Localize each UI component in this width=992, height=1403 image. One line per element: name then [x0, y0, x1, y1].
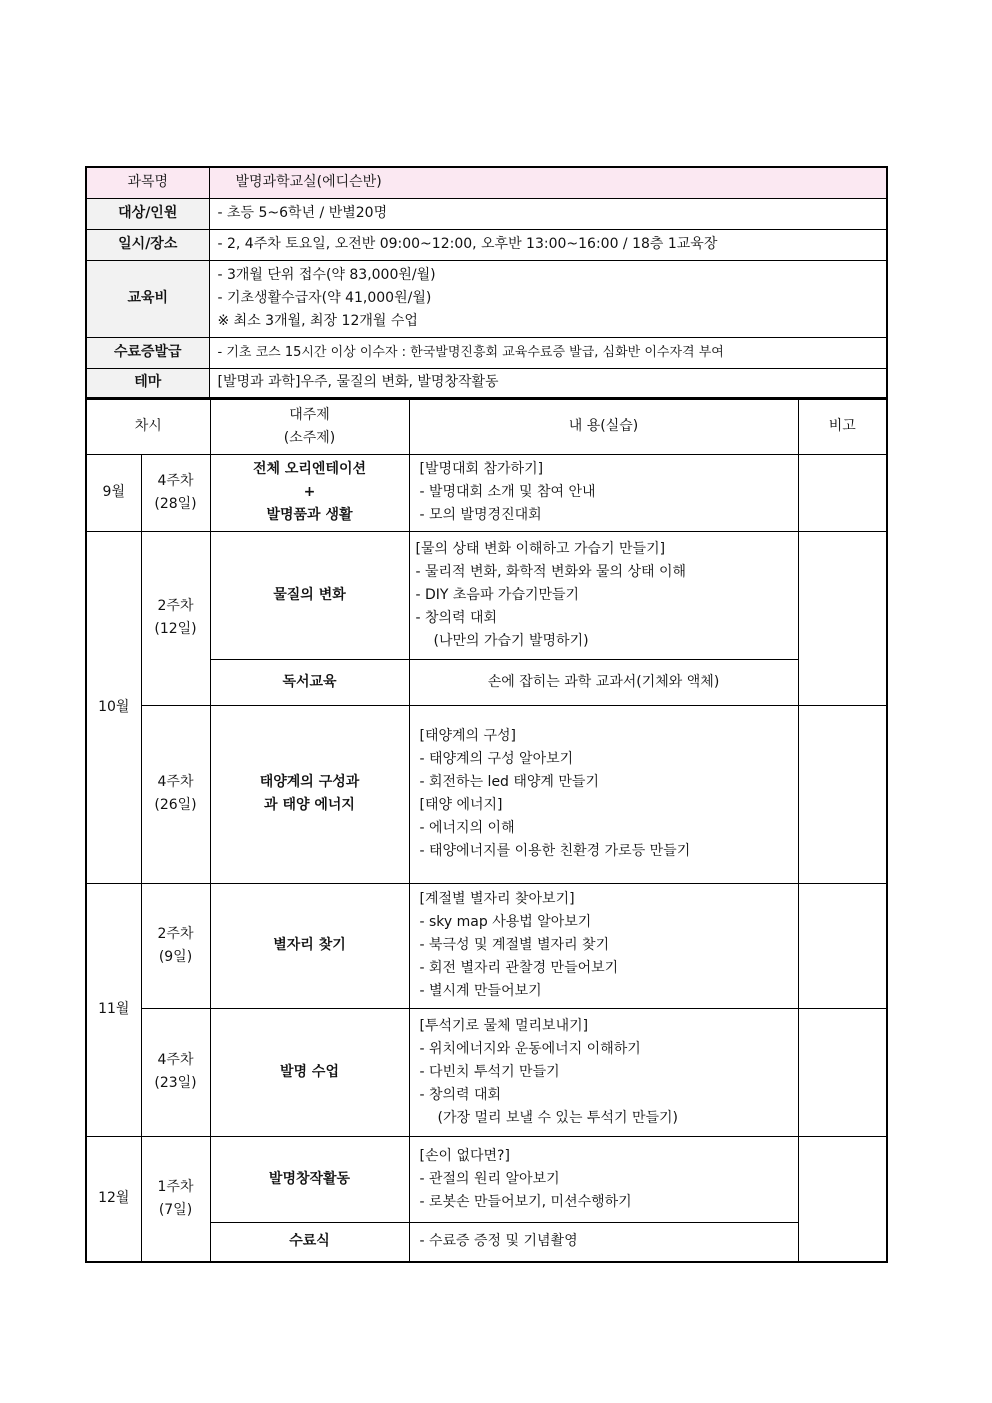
week-label: 4주차	[157, 1052, 194, 1068]
fee-label: 교육비	[86, 260, 209, 337]
content-line: - 북극성 및 계절별 별자리 찾기	[419, 937, 610, 953]
theme-label: 테마	[86, 368, 209, 398]
week-date: (9일)	[158, 948, 193, 965]
week-label: 4주차	[157, 472, 194, 489]
content-line: - 발명대회 소개 및 참여 안내	[419, 484, 596, 500]
target-value: - 초등 5~6학년 / 반별20명	[209, 198, 887, 229]
header-topic-line1: 대주제	[289, 406, 330, 423]
table-row	[86, 531, 887, 659]
content-line: - 태양계의 구성 알아보기	[419, 751, 574, 767]
topic-cell: 발명 수업	[210, 1008, 409, 1136]
table-row	[86, 454, 887, 531]
content-line: - 회전하는 led 태양계 만들기	[419, 774, 599, 790]
content-line: - 창의력 대회	[415, 609, 498, 626]
content-line: [발명대회 참가하기]	[419, 461, 544, 477]
subject-label: 과목명	[86, 167, 209, 198]
content-line: - 태양에너지를 이용한 친환경 가로등 만들기	[419, 843, 691, 859]
content-line: - 위치에너지와 운동에너지 이해하기	[419, 1040, 641, 1057]
month-cell: 10월	[86, 531, 141, 883]
month-cell: 11월	[86, 883, 141, 1136]
week-date: (7일)	[158, 1201, 193, 1218]
week-cell	[141, 1136, 210, 1262]
content-cell	[409, 1136, 798, 1222]
content-cell	[409, 1008, 798, 1136]
content-line: [손이 없다면?]	[419, 1147, 510, 1164]
header-session: 차시	[86, 399, 210, 454]
content-cell	[409, 883, 798, 1008]
content-line: - 물리적 변화, 화학적 변화와 물의 상태 이해	[415, 563, 687, 580]
topic-line: 전체 오리엔테이션	[252, 461, 367, 477]
fee-line: - 기초생활수급자(약 41,000원/월)	[217, 290, 432, 306]
table-row	[86, 705, 887, 883]
header-topic-line2: (소주제)	[283, 429, 336, 446]
week-cell	[141, 883, 210, 1008]
week-cell	[141, 1008, 210, 1136]
content-line: [투석기로 물체 멀리보내기]	[419, 1017, 589, 1034]
content-line: - 로봇손 만들어보기, 미션수행하기	[419, 1193, 632, 1210]
note-cell	[798, 454, 887, 531]
content-cell: 손에 잡히는 과학 교과서(기체와 액체)	[409, 659, 798, 705]
certificate-value: - 기초 코스 15시간 이상 이수자 : 한국발명진흥회 교육수료증 발급, 심화반 이수자격 부여	[209, 337, 887, 368]
course-info-table	[85, 166, 888, 399]
topic-line: 과 태양 에너지	[264, 797, 355, 813]
content-line: - 다빈치 투석기 만들기	[419, 1063, 560, 1080]
month-cell: 12월	[86, 1136, 141, 1262]
week-date: (12일)	[154, 621, 197, 637]
fee-line: - 3개월 단위 접수(약 83,000원/월)	[217, 267, 436, 283]
note-cell	[798, 883, 887, 1008]
table-row	[86, 1008, 887, 1136]
topic-cell	[210, 454, 409, 531]
content-line: - sky map 사용법 알아보기	[419, 914, 592, 930]
note-cell	[798, 1008, 887, 1136]
content-line: - 에너지의 이해	[419, 820, 515, 836]
schedule-table	[85, 398, 888, 1263]
content-line: - DIY 초음파 가습기만들기	[415, 586, 580, 603]
fee-line: ※ 최소 3개월, 최장 12개월 수업	[217, 313, 418, 329]
week-date: (28일)	[154, 495, 197, 512]
week-cell	[141, 531, 210, 705]
topic-cell: 물질의 변화	[210, 531, 409, 659]
content-line: - 별시계 만들어보기	[419, 983, 542, 999]
content-line: - 회전 별자리 관찰경 만들어보기	[419, 960, 619, 976]
schedule-value: - 2, 4주차 토요일, 오전반 09:00~12:00, 오후반 13:00~16:00 / 18층 1교육장	[209, 229, 887, 260]
topic-cell: 별자리 찾기	[210, 883, 409, 1008]
topic-line: +	[303, 484, 316, 500]
content-cell: - 수료증 증정 및 기념촬영	[409, 1222, 798, 1262]
topic-line: 발명품과 생활	[266, 507, 353, 523]
week-label: 4주차	[157, 774, 194, 790]
note-cell	[798, 1136, 887, 1262]
target-label: 대상/인원	[86, 198, 209, 229]
week-label: 2주차	[157, 598, 194, 614]
content-line: - 모의 발명경진대회	[419, 507, 542, 523]
content-line: [계절별 별자리 찾아보기]	[419, 891, 575, 907]
subject-value: 발명과학교실(에디슨반)	[209, 167, 887, 198]
header-topic	[210, 399, 409, 454]
week-date: (26일)	[154, 797, 197, 813]
fee-value	[209, 260, 887, 337]
header-content: 내 용(실습)	[409, 399, 798, 454]
content-line: [태양계의 구성]	[419, 728, 517, 744]
content-line: (가장 멀리 보낼 수 있는 투석기 만들기)	[437, 1109, 678, 1126]
note-cell	[798, 705, 887, 883]
note-cell	[798, 531, 887, 705]
certificate-label: 수료증발급	[86, 337, 209, 368]
content-cell	[409, 705, 798, 883]
topic-cell: 발명창작활동	[210, 1136, 409, 1222]
week-cell	[141, 454, 210, 531]
content-line: (나만의 가습기 발명하기)	[433, 632, 589, 649]
content-cell	[409, 531, 798, 659]
week-cell	[141, 705, 210, 883]
topic-line: 태양계의 구성과	[259, 774, 360, 790]
topic-cell: 수료식	[210, 1222, 409, 1262]
month-cell: 9월	[86, 454, 141, 531]
week-label: 1주차	[157, 1178, 194, 1195]
table-row	[86, 883, 887, 1008]
content-line: [태양 에너지]	[419, 797, 503, 813]
table-row	[86, 1136, 887, 1222]
week-label: 2주차	[157, 925, 194, 942]
content-line: [물의 상태 변화 이해하고 가습기 만들기]	[415, 540, 666, 557]
topic-cell	[210, 705, 409, 883]
content-line: - 창의력 대회	[419, 1086, 502, 1103]
schedule-label: 일시/장소	[86, 229, 209, 260]
header-note: 비고	[798, 399, 887, 454]
content-line: - 관절의 원리 알아보기	[419, 1170, 560, 1187]
week-date: (23일)	[154, 1075, 197, 1091]
theme-value: [발명과 과학]우주, 물질의 변화, 발명창작활동	[209, 368, 887, 398]
topic-cell: 독서교육	[210, 659, 409, 705]
content-cell	[409, 454, 798, 531]
